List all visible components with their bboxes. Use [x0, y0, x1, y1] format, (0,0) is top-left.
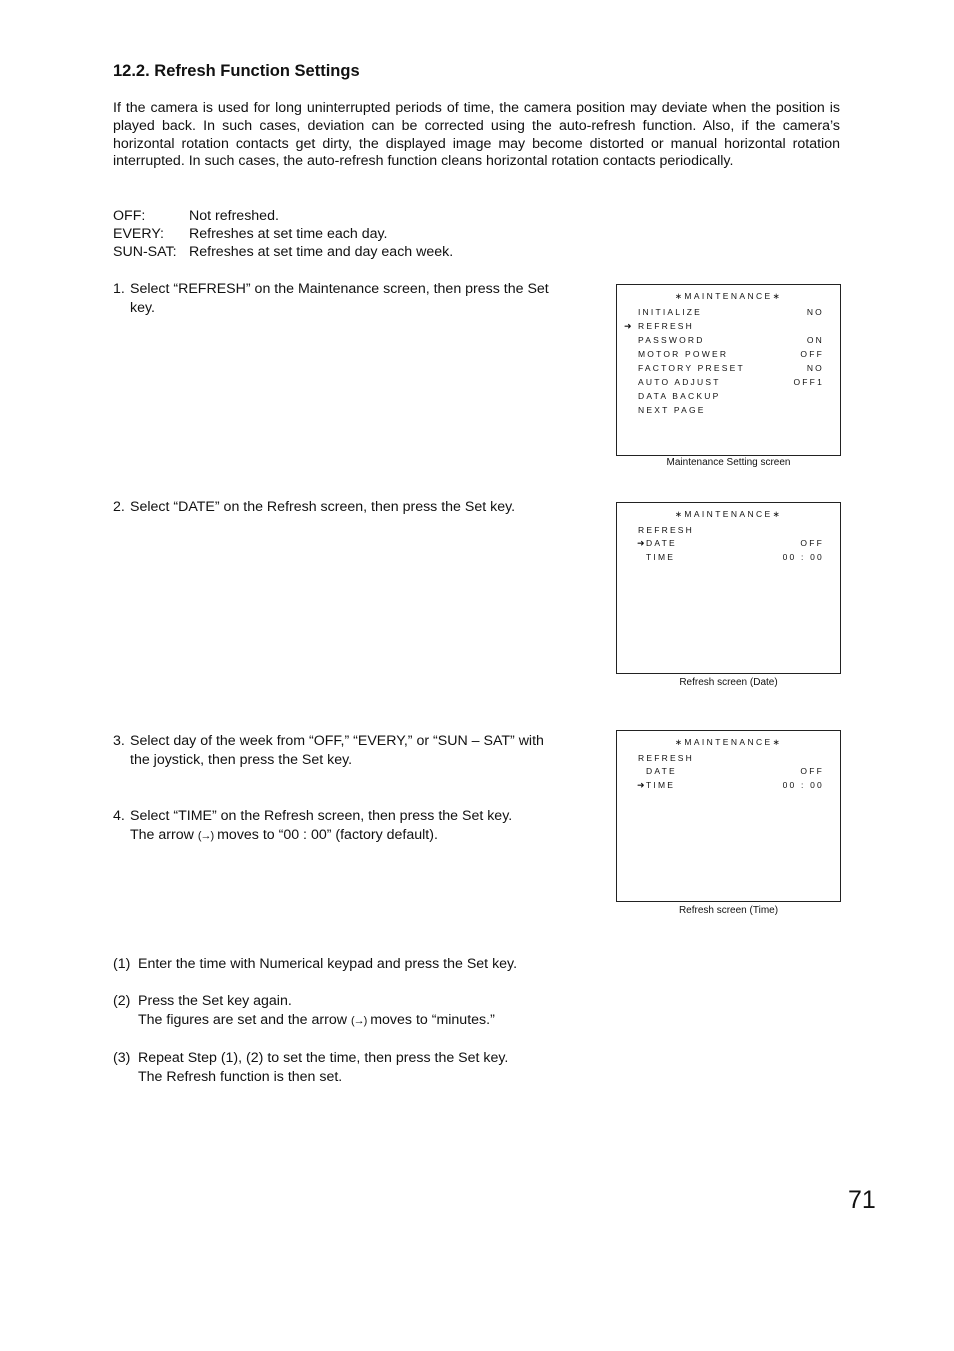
intro-paragraph: If the camera is used for long uninterrupted periods of time, the camera position may deviate when the position is played back. In such cases, deviation can be corrected using the auto-refresh function. Also, if the camera’s horizontal rotation contacts get dirty, the displayed image may become distorted or manual horizontal rotation interrupted. In such cases, the auto-refresh function cleans horizontal rotation contacts periodically. [113, 100, 840, 170]
step-text-pre: The arrow [130, 827, 194, 843]
screen-header-label: REFRESH [638, 753, 695, 763]
menu-value: OFF [800, 349, 824, 359]
definition-desc: Refreshes at set time each day. [189, 226, 388, 242]
menu-row-date [617, 538, 840, 550]
screen-title: ∗MAINTENANCE∗ [674, 509, 783, 519]
menu-value: NO [806, 363, 824, 373]
cursor-arrow-icon: ➜ [637, 780, 645, 790]
menu-label: AUTO ADJUST [638, 377, 721, 387]
refresh-time-screen [616, 730, 841, 902]
refresh-time-screen-caption: Refresh screen (Time) [678, 905, 779, 916]
step-number: 2. [113, 499, 125, 515]
definition-desc: Refreshes at set time and day each week. [189, 244, 454, 260]
definition-term: SUN-SAT: [113, 244, 177, 260]
menu-row-time [617, 552, 840, 564]
substep-text: Repeat Step (1), (2) to set the time, then press the Set key. [138, 1050, 509, 1066]
definition-off [113, 207, 453, 225]
definition-every [113, 225, 453, 243]
menu-label: INITIALIZE [638, 307, 703, 317]
menu-value: 00 : 00 [782, 780, 824, 790]
menu-row-refresh [617, 321, 840, 333]
menu-row-initialize [617, 307, 840, 319]
screen-title: ∗MAINTENANCE∗ [674, 737, 783, 747]
menu-value: OFF [800, 766, 824, 776]
menu-row-next-page [617, 405, 840, 417]
menu-label: REFRESH [638, 321, 695, 331]
menu-label: TIME [646, 552, 676, 562]
page-number: 71 [848, 1186, 876, 1214]
step-3 [113, 732, 553, 770]
step-number: 3. [113, 733, 125, 749]
step-1 [113, 280, 553, 318]
substep-text: Enter the time with Numerical keypad and press the Set key. [138, 956, 518, 972]
substep-number: (2) [113, 993, 131, 1009]
menu-row-factory-preset [617, 363, 840, 375]
menu-row-motor-power [617, 349, 840, 361]
arrow-icon: (→) [350, 1015, 367, 1027]
menu-label: MOTOR POWER [638, 349, 729, 359]
step-text: Select “TIME” on the Refresh screen, then press the Set key. [130, 808, 513, 824]
refresh-date-screen [616, 502, 841, 674]
step-number: 1. [113, 281, 125, 297]
step-text-post: moves to “00 : 00” (factory default). [217, 827, 438, 843]
menu-row-date [617, 766, 840, 778]
substep-text-pre: The figures are set and the arrow [138, 1012, 347, 1028]
menu-value: OFF [800, 538, 824, 548]
substep-2 [113, 992, 573, 1031]
menu-value: 00 : 00 [782, 552, 824, 562]
maintenance-screen-caption: Maintenance Setting screen [666, 457, 791, 468]
screen-header-label: REFRESH [638, 525, 695, 535]
step-text: Select “REFRESH” on the Maintenance screen, then press the Set key. [130, 281, 549, 316]
menu-value: OFF1 [793, 377, 824, 387]
substep-1 [113, 955, 573, 974]
menu-row-time [617, 780, 840, 792]
step-4 [113, 807, 573, 846]
menu-label: PASSWORD [638, 335, 705, 345]
menu-row-auto-adjust [617, 377, 840, 389]
step-text-line2 [113, 826, 573, 846]
refresh-date-screen-caption: Refresh screen (Date) [679, 677, 778, 688]
substep-text-line2: The Refresh function is then set. [138, 1069, 343, 1085]
substep-3 [113, 1049, 573, 1087]
substep-number: (1) [113, 956, 131, 972]
definition-list [113, 207, 453, 261]
menu-label: DATA BACKUP [638, 391, 721, 401]
step-text: Select day of the week from “OFF,” “EVERY,” or “SUN – SAT” with the joystick, then press the Set key. [130, 733, 544, 768]
screen-title: ∗MAINTENANCE∗ [674, 291, 783, 301]
substep-text-post: moves to “minutes.” [370, 1012, 495, 1028]
definition-sun-sat [113, 243, 453, 261]
screen-header [617, 753, 840, 765]
step-text: Select “DATE” on the Refresh screen, then press the Set key. [130, 499, 516, 515]
menu-label: DATE [646, 766, 677, 776]
definition-term: EVERY: [113, 226, 164, 242]
substep-text-line2 [113, 1011, 573, 1031]
menu-row-data-backup [617, 391, 840, 403]
arrow-icon: (→) [197, 830, 214, 842]
menu-label: FACTORY PRESET [638, 363, 745, 373]
menu-label: DATE [646, 538, 677, 548]
step-number: 4. [113, 808, 125, 824]
screen-header [617, 525, 840, 537]
section-heading: 12.2. Refresh Function Settings [113, 62, 360, 80]
menu-label: TIME [646, 780, 676, 790]
substep-text: Press the Set key again. [138, 993, 292, 1009]
cursor-arrow-icon: ➜ [637, 538, 645, 548]
step-2 [113, 498, 573, 517]
menu-value: NO [806, 307, 824, 317]
cursor-arrow-icon: ➜ [624, 321, 632, 331]
menu-label: NEXT PAGE [638, 405, 706, 415]
menu-value: ON [806, 335, 824, 345]
definition-term: OFF: [113, 208, 146, 224]
substep-number: (3) [113, 1050, 131, 1066]
maintenance-screen [616, 284, 841, 456]
menu-row-password [617, 335, 840, 347]
definition-desc: Not refreshed. [189, 208, 279, 224]
